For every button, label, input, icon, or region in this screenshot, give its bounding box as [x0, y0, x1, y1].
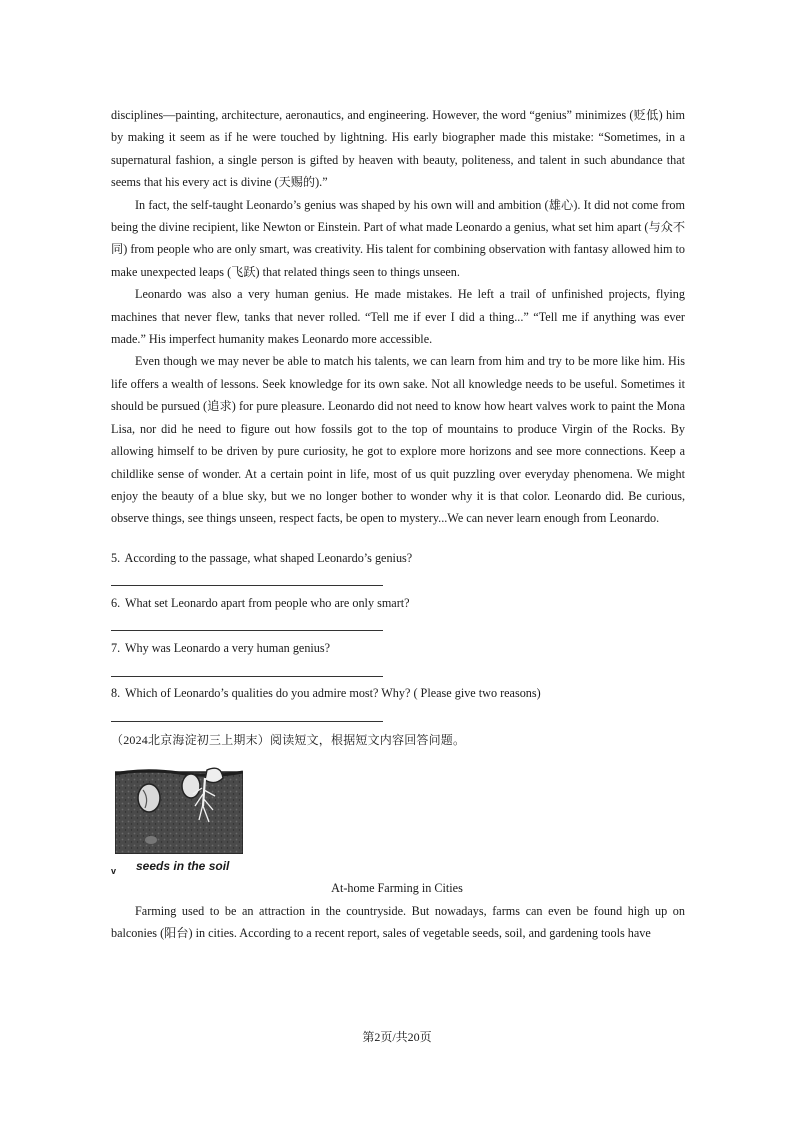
passage-paragraph-1: disciplines—painting, architecture, aeronautics, and engineering. However, the word “genius” minimizes (贬低) him by making it seem as if he were touched by lightning. His early biographer made this mistake: “Sometimes, in a supernatural fashion, a single person is gifted by heaven with beauty, politeness, and talent in such abundance that seems that his every act is divine (天赐的).” [111, 108, 685, 190]
answer-line-7[interactable] [111, 676, 383, 677]
question-6 [111, 595, 410, 611]
leonardo-passage [111, 104, 685, 530]
farming-passage [111, 900, 685, 945]
answer-line-6[interactable] [111, 630, 383, 631]
passage-paragraph-2: In fact, the self-taught Leonardo’s genius was shaped by his own will and ambition (雄心). It did not come from being the divine recipient, like Newton or Einstein. Part of what made Leonardo a genius, what set him apart (与众不同) from people who are only smart, was creativity. His talent for combining observation with fantasy allowed him to make unexpected leaps (飞跃) that related things seen to things unseen. [111, 197, 686, 279]
question-text: According to the passage, what shaped Leonardo’s genius? [124, 551, 413, 565]
question-number: 7. [111, 641, 121, 655]
figure-marker: v [111, 866, 117, 876]
page-number: 第2页/共20页 [362, 1030, 432, 1044]
question-text: What set Leonardo apart from people who are only smart? [124, 596, 410, 610]
passage-paragraph-3: Leonardo was also a very human genius. He made mistakes. He left a trail of unfinished projects, flying machines that never flew, tanks that never rolled. “Tell me if ever I did a thing...” “Tell me if anything was ever made.” His imperfect humanity makes Leonardo more accessible. [111, 287, 685, 347]
question-text: Why was Leonardo a very human genius? [124, 641, 331, 655]
question-8 [111, 685, 541, 701]
figure-caption: seeds in the soil [136, 859, 230, 873]
seeds-in-soil-image [115, 766, 243, 854]
passage-paragraph-4: Even though we may never be able to match his talents, we can learn from him and try to be more like him. His life offers a wealth of lessons. Seek knowledge for its own sake. Not all knowledge needs to be useful. Sometimes it should be pursued (追求) for pure pleasure. Leonardo did not need to know how heart valves work to paint the Mona Lisa, nor did he need to figure out how fossils got to the top of mountains to produce Virgin of the Rocks. By allowing himself to be driven by pure curiosity, he got to explore more horizons and see more connections. Keep a childlike sense of wonder. At a certain point in life, most of us quit puzzling over everyday phenomena. We might enjoy the beauty of a blue sky, but we no longer bother to wonder why it is that color. Leonardo did. Be curious, observe things, see things unseen, respect facts, be open to mystery...We can never learn enough from Leonardo. [111, 354, 685, 526]
question-7 [111, 640, 330, 656]
answer-line-5[interactable] [111, 585, 383, 586]
question-number: 5. [111, 551, 121, 565]
article-title: At-home Farming in Cities [331, 881, 463, 895]
section-source: （2024北京海淀初三上期末）阅读短文，根据短文内容回答问题。 [111, 733, 466, 747]
question-text: Which of Leonardo’s qualities do you admire most? Why? ( Please give two reasons) [124, 686, 541, 700]
question-5 [111, 550, 412, 566]
question-number: 8. [111, 686, 121, 700]
question-number: 6. [111, 596, 121, 610]
answer-line-8[interactable] [111, 721, 383, 722]
farming-paragraph-1: Farming used to be an attraction in the countryside. But nowadays, farms can even be found high up on balconies (阳台) in cities. According to a recent report, sales of vegetable seeds, soil, and gardening tools have [111, 904, 685, 941]
